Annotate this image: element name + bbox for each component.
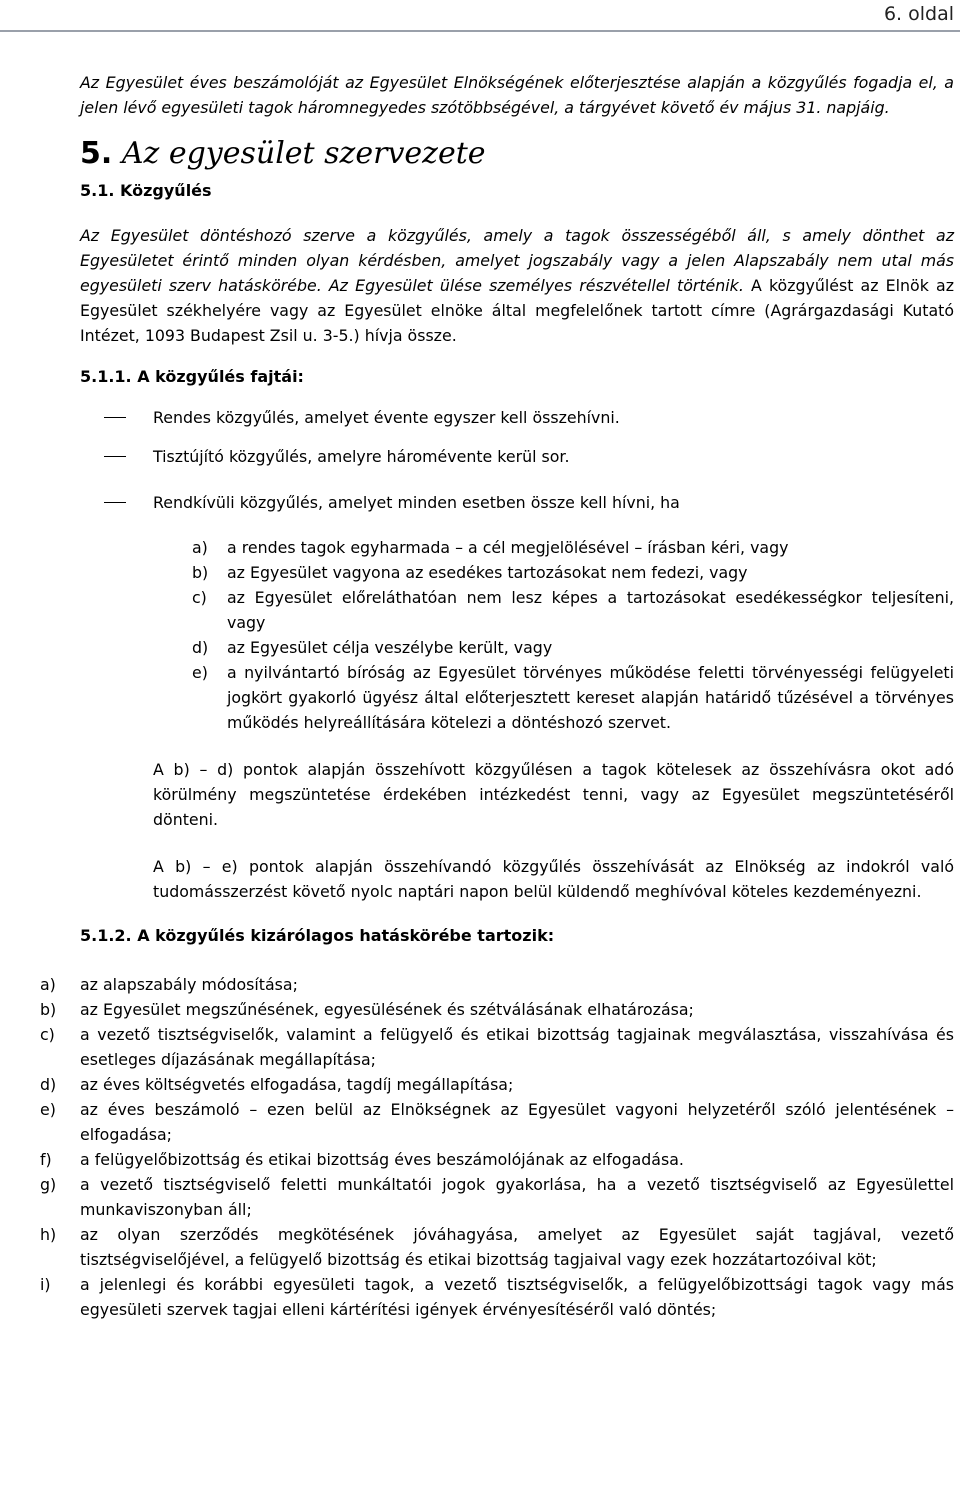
section-5-number: 5. bbox=[80, 136, 113, 171]
extraordinary-conditions-list bbox=[192, 535, 954, 735]
page-header bbox=[0, 0, 960, 32]
list-marker: a) bbox=[40, 975, 56, 994]
list-marker: d) bbox=[192, 638, 209, 657]
list-marker: e) bbox=[40, 1100, 56, 1119]
list-item bbox=[192, 660, 954, 735]
paragraph-b-e: A b) – e) pontok alapján összehívandó közgyűlés összehívását az Elnökség az indokról való tudomásszerzést követő nyolc naptári napon belül küldendő meghívóval köteles kezdeményezni. bbox=[153, 857, 954, 901]
section-5-1-heading: 5.1. Közgyűlés bbox=[80, 181, 212, 200]
list-item bbox=[40, 1072, 954, 1097]
list-marker: i) bbox=[40, 1275, 51, 1294]
list-item-text: a rendes tagok egyharmada – a cél megjelölésével – írásban kéri, vagy bbox=[227, 538, 789, 557]
assembly-types-list bbox=[80, 405, 954, 515]
section-5-1-paragraph bbox=[80, 223, 954, 348]
list-marker: g) bbox=[40, 1175, 57, 1194]
list-item-text: az alapszabály módosítása; bbox=[80, 975, 298, 994]
list-item bbox=[40, 1172, 954, 1222]
section-5-1-2-heading: 5.1.2. A közgyűlés kizárólagos hatáskörébe tartozik: bbox=[80, 926, 555, 945]
list-item bbox=[192, 635, 954, 660]
list-item bbox=[40, 972, 954, 997]
section-5-title: Az egyesület szervezete bbox=[121, 136, 486, 171]
list-marker: c) bbox=[40, 1025, 55, 1044]
list-item-text: az Egyesület megszűnésének, egyesülésének és szétválásának elhatározása; bbox=[80, 1000, 694, 1019]
list-marker: h) bbox=[40, 1225, 57, 1244]
list-item-text: az éves beszámoló – ezen belül az Elnökségnek az Egyesület vagyoni helyzetéről szóló jelentésének – elfogadása; bbox=[80, 1100, 954, 1144]
list-item: Tisztújító közgyűlés, amelyre háromévente kerül sor. bbox=[80, 444, 954, 469]
list-item bbox=[192, 560, 954, 585]
list-item-text: az Egyesület célja veszélybe került, vagy bbox=[227, 638, 553, 657]
list-item: Rendes közgyűlés, amelyet évente egyszer kell összehívni. bbox=[80, 405, 954, 430]
list-item-text: az olyan szerződés megkötésének jóváhagyása, amelyet az Egyesület saját tagjával, vezető tisztségviselőjével, a felügyelő bizottság és etikai bizottság tagjaival vagy ezek hozzátartozóival köt; bbox=[80, 1225, 954, 1269]
exclusive-competence-list bbox=[40, 972, 954, 1322]
list-marker: f) bbox=[40, 1150, 52, 1169]
list-item-text: a felügyelőbizottság és etikai bizottság éves beszámolójának az elfogadása. bbox=[80, 1150, 684, 1169]
list-item bbox=[40, 1222, 954, 1272]
list-item-text: a jelenlegi és korábbi egyesületi tagok, a vezető tisztségviselők, a felügyelőbizottsági tagok vagy más egyesületi szervek tagjai elleni kártérítési igények érvényesítéséről való döntés; bbox=[80, 1275, 954, 1319]
list-item-text: a vezető tisztségviselő feletti munkáltatói jogok gyakorlása, ha a vezető tisztségviselő az Egyesülettel munkaviszonyban áll; bbox=[80, 1175, 954, 1219]
list-item bbox=[192, 585, 954, 635]
list-item bbox=[40, 1147, 954, 1172]
list-marker: c) bbox=[192, 588, 207, 607]
section-5-1-1-heading: 5.1.1. A közgyűlés fajtái: bbox=[80, 367, 304, 386]
list-item-text: a vezető tisztségviselők, valamint a felügyelő és etikai bizottság tagjainak megválasztása, visszahívása és esetleges díjazásának megállapítása; bbox=[80, 1025, 954, 1069]
list-marker: d) bbox=[40, 1075, 57, 1094]
intro-paragraph: Az Egyesület éves beszámolóját az Egyesület Elnökségének előterjesztése alapján a közgyűlés fogadja el, a jelen lévő egyesületi tagok háromnegyedes szótöbbségével, a tárgyévet követő év május 31. napjáig. bbox=[80, 73, 954, 117]
list-item-text: az éves költségvetés elfogadása, tagdíj megállapítása; bbox=[80, 1075, 514, 1094]
page-number: 6. oldal bbox=[883, 3, 954, 25]
section-5-heading bbox=[80, 137, 954, 171]
list-item bbox=[40, 1272, 954, 1322]
list-item bbox=[192, 535, 954, 560]
list-marker: e) bbox=[192, 663, 208, 682]
paragraph-b-d: A b) – d) pontok alapján összehívott közgyűlésen a tagok kötelesek az összehívásra okot adó körülmény megszüntetése érdekében intézkedést tenni, vagy az Egyesület megszüntetéséről dönteni. bbox=[153, 760, 954, 829]
list-item bbox=[40, 997, 954, 1022]
list-item-text: az Egyesület vagyona az esedékes tartozásokat nem fedezi, vagy bbox=[227, 563, 748, 582]
section-5-1-normal-text: A közgyűlést az Elnök az Egyesület székhelyére vagy az Egyesület elnöke által megfelelőnek tartott címre (Agrárgazdasági Kutató Intézet, 1093 Budapest Zsil u. 3-5.) hívja össze. bbox=[80, 276, 954, 345]
list-marker: a) bbox=[192, 538, 208, 557]
list-item-text: az Egyesület előreláthatóan nem lesz képes a tartozásokat esedékességkor teljesíteni, vagy bbox=[227, 588, 954, 632]
document-body bbox=[40, 70, 954, 1322]
section-5-1-italic-text: Az Egyesület döntéshozó szerve a közgyűlés, amely a tagok összességéből áll, s amely dönthet az Egyesületet érintő minden olyan kérdésben, amelyet jogszabály vagy a jelen Alapszabály nem utal más egyesületi szerv hatáskörébe. Az Egyesület ülése személyes részvétellel történik. bbox=[80, 226, 954, 295]
list-marker: b) bbox=[192, 563, 209, 582]
list-item: Rendkívüli közgyűlés, amelyet minden esetben össze kell hívni, ha bbox=[80, 490, 954, 515]
list-marker: b) bbox=[40, 1000, 57, 1019]
list-item bbox=[40, 1097, 954, 1147]
list-item-text: a nyilvántartó bíróság az Egyesület törvényes működése feletti törvényességi felügyeleti jogkört gyakorló ügyész által előterjesztett kereset alapján határidő tűzésével a törvényes működés helyreállítására kötelezi a döntéshozó szervet. bbox=[227, 663, 954, 732]
list-item bbox=[40, 1022, 954, 1072]
